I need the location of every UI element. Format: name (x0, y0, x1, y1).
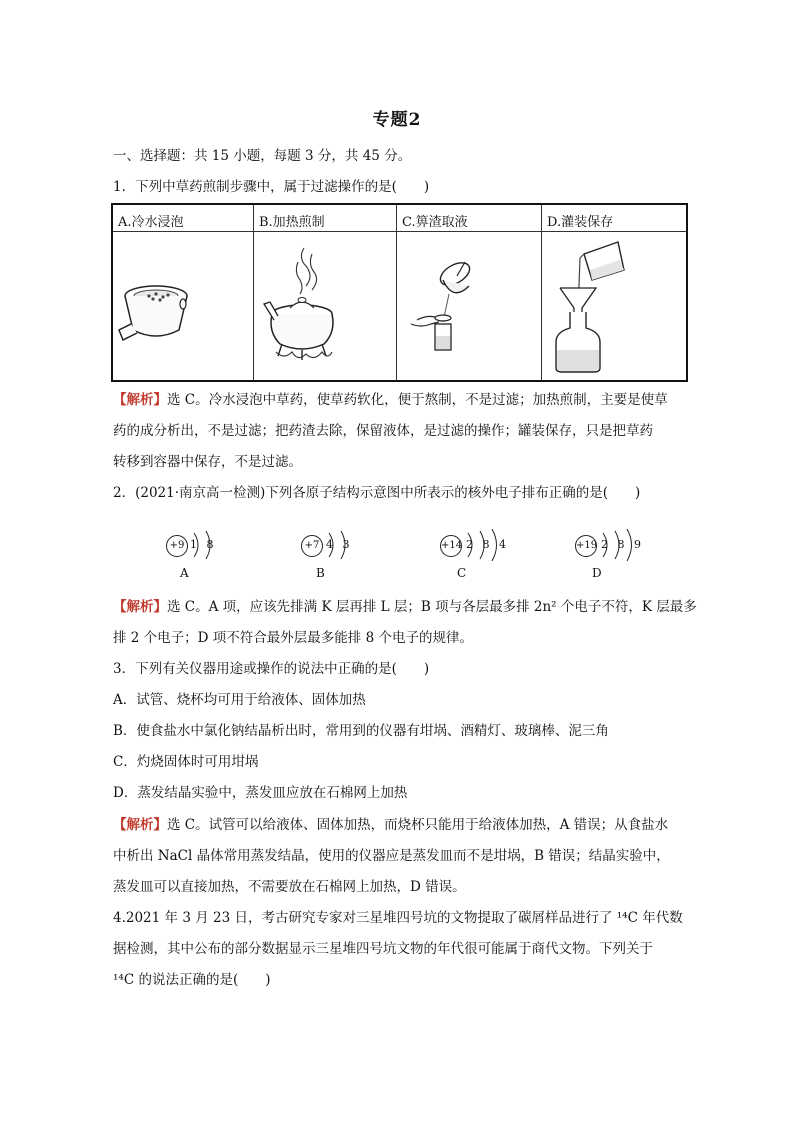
question-3-option-a: A．试管、烧杯均可用于给液体、固体加热 (113, 692, 366, 708)
question-4-line-2: 据检测，其中公布的部分数据显示三星堆四号坑文物的年代很可能属于商代文物。下列关于 (113, 941, 653, 957)
nucleus: +19 (575, 535, 597, 557)
page-title: 专题2 (372, 110, 422, 130)
analysis-tag: 【解析】 (113, 392, 167, 408)
option-d-label: D.灌装保存 (542, 204, 688, 231)
option-c-label: C.箅渣取液 (397, 204, 542, 231)
nucleus: +7 (301, 535, 323, 557)
question-2-analysis-line-2: 排 2 个电子；D 项不符合最外层最多能排 8 个电子的规律。 (113, 630, 473, 646)
question-3-option-b: B．使食盐水中氯化钠结晶析出时，常用到的仪器有坩埚、酒精灯、玻璃棒、泥三角 (113, 723, 609, 739)
question-1-analysis-line-2: 药的成分析出，不是过滤；把药渣去除，保留液体，是过滤的操作；罐装保存，只是把草药 (113, 423, 653, 439)
option-label: B (316, 566, 325, 580)
question-4-line-1: 4.2021 年 3 月 23 日，考古研究专家对三星堆四号坑的文物提取了碳屑样品进行了 ¹⁴C 年代数 (113, 910, 683, 926)
straining-icon (397, 232, 541, 378)
question-4-line-3: ¹⁴C 的说法正确的是( ) (113, 972, 271, 988)
section-heading: 一、选择题：共 15 小题，每题 3 分，共 45 分。 (113, 148, 412, 164)
question-1-stem: 1．下列中草药煎制步骤中，属于过滤操作的是( ) (113, 179, 430, 195)
option-a-picture (112, 231, 254, 381)
shell-electrons: 1 8 (190, 538, 217, 551)
question-1-options-table (111, 203, 688, 382)
shell-electrons: 2 8 4 (466, 538, 509, 551)
atom-diagram-b (301, 535, 381, 585)
question-3-option-d: D．蒸发结晶实验中，蒸发皿应放在石棉网上加热 (113, 785, 408, 801)
shell-electrons: 4 3 (326, 538, 353, 551)
question-3-stem: 3．下列有关仪器用途或操作的说法中正确的是( ) (113, 661, 430, 677)
question-3-option-c: C．灼烧固体时可用坩埚 (113, 754, 259, 770)
option-b-label: B.加热煎制 (254, 204, 397, 231)
question-3-analysis-line-1: 【解析】选 C。试管可以给液体、固体加热，而烧杯只能用于给液体加热，A 错误；从食盐水 (113, 817, 669, 833)
option-b-picture (254, 231, 397, 381)
question-1-analysis-line-3: 转移到容器中保存，不是过滤。 (113, 454, 302, 470)
atom-diagram-d (575, 535, 655, 585)
bottling-icon (542, 232, 686, 378)
analysis-tag: 【解析】 (113, 599, 167, 615)
nucleus: +14 (440, 535, 462, 557)
boiling-pot-icon (254, 232, 396, 378)
question-3-analysis-line-3: 蒸发皿可以直接加热，不需要放在石棉网上加热，D 错误。 (113, 879, 466, 895)
atom-diagram-c (440, 535, 520, 585)
option-a-label: A.冷水浸泡 (112, 204, 254, 231)
nucleus: +9 (166, 535, 188, 557)
soaking-pot-icon (113, 232, 253, 378)
option-label: D (592, 566, 602, 580)
analysis-tag: 【解析】 (113, 817, 167, 833)
option-label: C (457, 566, 467, 580)
shell-electrons: 2 8 9 (601, 538, 644, 551)
option-d-picture (542, 231, 688, 381)
question-3-analysis-line-2: 中析出 NaCl 晶体常用蒸发结晶，使用的仪器应是蒸发皿而不是坩埚，B 错误；结晶实验中， (113, 848, 670, 864)
atom-diagram-a (166, 535, 246, 585)
atom-diagrams (0, 535, 794, 585)
option-label: A (180, 566, 189, 580)
question-1-analysis-line-1: 【解析】选 C。冷水浸泡中草药，使草药软化，便于熬制，不是过滤；加热煎制，主要是使草 (113, 392, 668, 408)
question-2-stem: 2．(2021·南京高一检测)下列各原子结构示意图中所表示的核外电子排布正确的是( ) (113, 485, 641, 501)
question-2-analysis-line-1: 【解析】选 C。A 项，应该先排满 K 层再排 L 层；B 项与各层最多排 2n² 个电子不符，K 层最多 (113, 599, 697, 615)
option-c-picture (397, 231, 542, 381)
